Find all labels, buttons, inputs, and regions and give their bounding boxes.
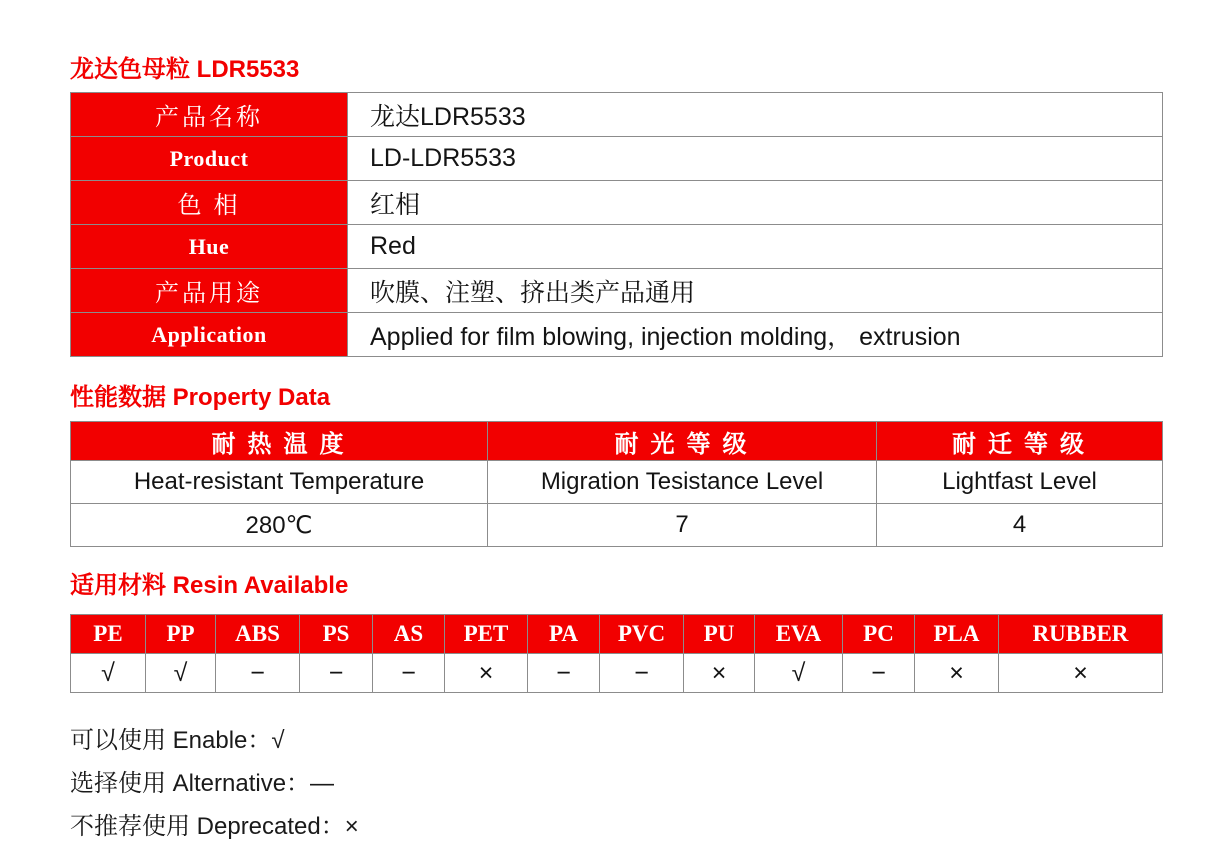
property-header-cell: 耐 热 温 度 <box>71 422 488 461</box>
resin-mark-cell: − <box>600 654 684 693</box>
resin-header-cell: PP <box>146 615 216 654</box>
product-spec-row <box>71 225 1163 269</box>
resin-header-cell: PLA <box>915 615 999 654</box>
resin-header-cell: PC <box>843 615 915 654</box>
property-english-cell: Lightfast Level <box>877 461 1163 504</box>
resin-header-cell: ABS <box>216 615 300 654</box>
property-value-cell: 4 <box>877 504 1163 547</box>
property-value-cell: 280℃ <box>71 504 488 547</box>
property-data-heading: 性能数据 Property Data <box>70 384 331 411</box>
resin-mark-cell: × <box>999 654 1163 693</box>
legend-line-deprecated: 不推荐使用 Deprecated：× <box>70 813 359 840</box>
product-spec-row <box>71 93 1163 137</box>
resin-available-heading: 适用材料 Resin Available <box>70 572 349 599</box>
resin-mark-cell: − <box>373 654 445 693</box>
property-english-cell: Migration Tesistance Level <box>488 461 877 504</box>
resin-header-cell: PS <box>300 615 373 654</box>
resin-mark-cell: − <box>300 654 373 693</box>
resin-mark-cell: − <box>843 654 915 693</box>
legend <box>70 716 1162 845</box>
spec-value-cell: Applied for film blowing, injection molding， extrusion <box>348 313 1163 357</box>
resin-mark-row <box>71 654 1163 693</box>
spec-value-cell: 龙达LDR5533 <box>348 93 1163 137</box>
product-spec-row <box>71 137 1163 181</box>
property-value-cell: 7 <box>488 504 877 547</box>
spec-value-cell: 吹膜、注塑、挤出类产品通用 <box>348 269 1163 313</box>
resin-mark-cell: √ <box>71 654 146 693</box>
resin-header-row <box>71 615 1163 654</box>
resin-header-cell: AS <box>373 615 445 654</box>
spec-value-cell: LD-LDR5533 <box>348 137 1163 181</box>
spec-label-cell: 色 相 <box>71 181 348 225</box>
property-value-row <box>71 504 1163 547</box>
property-english-row <box>71 461 1163 504</box>
product-spec-row <box>71 269 1163 313</box>
product-spec-row <box>71 181 1163 225</box>
property-header-cell: 耐 迁 等 级 <box>877 422 1163 461</box>
property-header-row <box>71 422 1163 461</box>
property-header-cell: 耐 光 等 级 <box>488 422 877 461</box>
product-spec-row <box>71 313 1163 357</box>
page-title: 龙达色母粒 LDR5533 <box>70 56 300 83</box>
resin-header-cell: RUBBER <box>999 615 1163 654</box>
resin-mark-cell: − <box>216 654 300 693</box>
resin-mark-cell: √ <box>146 654 216 693</box>
resin-header-cell: EVA <box>755 615 843 654</box>
spec-label-cell: 产品名称 <box>71 93 348 137</box>
property-english-cell: Heat-resistant Temperature <box>71 461 488 504</box>
spec-label-cell: Application <box>71 313 348 357</box>
property-table <box>70 421 1163 547</box>
resin-mark-cell: × <box>445 654 528 693</box>
legend-line-enable: 可以使用 Enable：√ <box>70 727 285 754</box>
resin-header-cell: PE <box>71 615 146 654</box>
resin-header-cell: PVC <box>600 615 684 654</box>
spec-value-cell: Red <box>348 225 1163 269</box>
spec-value-cell: 红相 <box>348 181 1163 225</box>
resin-mark-cell: − <box>528 654 600 693</box>
spec-label-cell: Product <box>71 137 348 181</box>
legend-line-alternative: 选择使用 Alternative：— <box>70 770 335 797</box>
resin-mark-cell: × <box>915 654 999 693</box>
product-spec-table <box>70 92 1163 357</box>
resin-mark-cell: √ <box>755 654 843 693</box>
resin-mark-cell: × <box>684 654 755 693</box>
spec-label-cell: 产品用途 <box>71 269 348 313</box>
resin-header-cell: PET <box>445 615 528 654</box>
resin-header-cell: PU <box>684 615 755 654</box>
resin-header-cell: PA <box>528 615 600 654</box>
resin-table <box>70 614 1163 693</box>
spec-label-cell: Hue <box>71 225 348 269</box>
